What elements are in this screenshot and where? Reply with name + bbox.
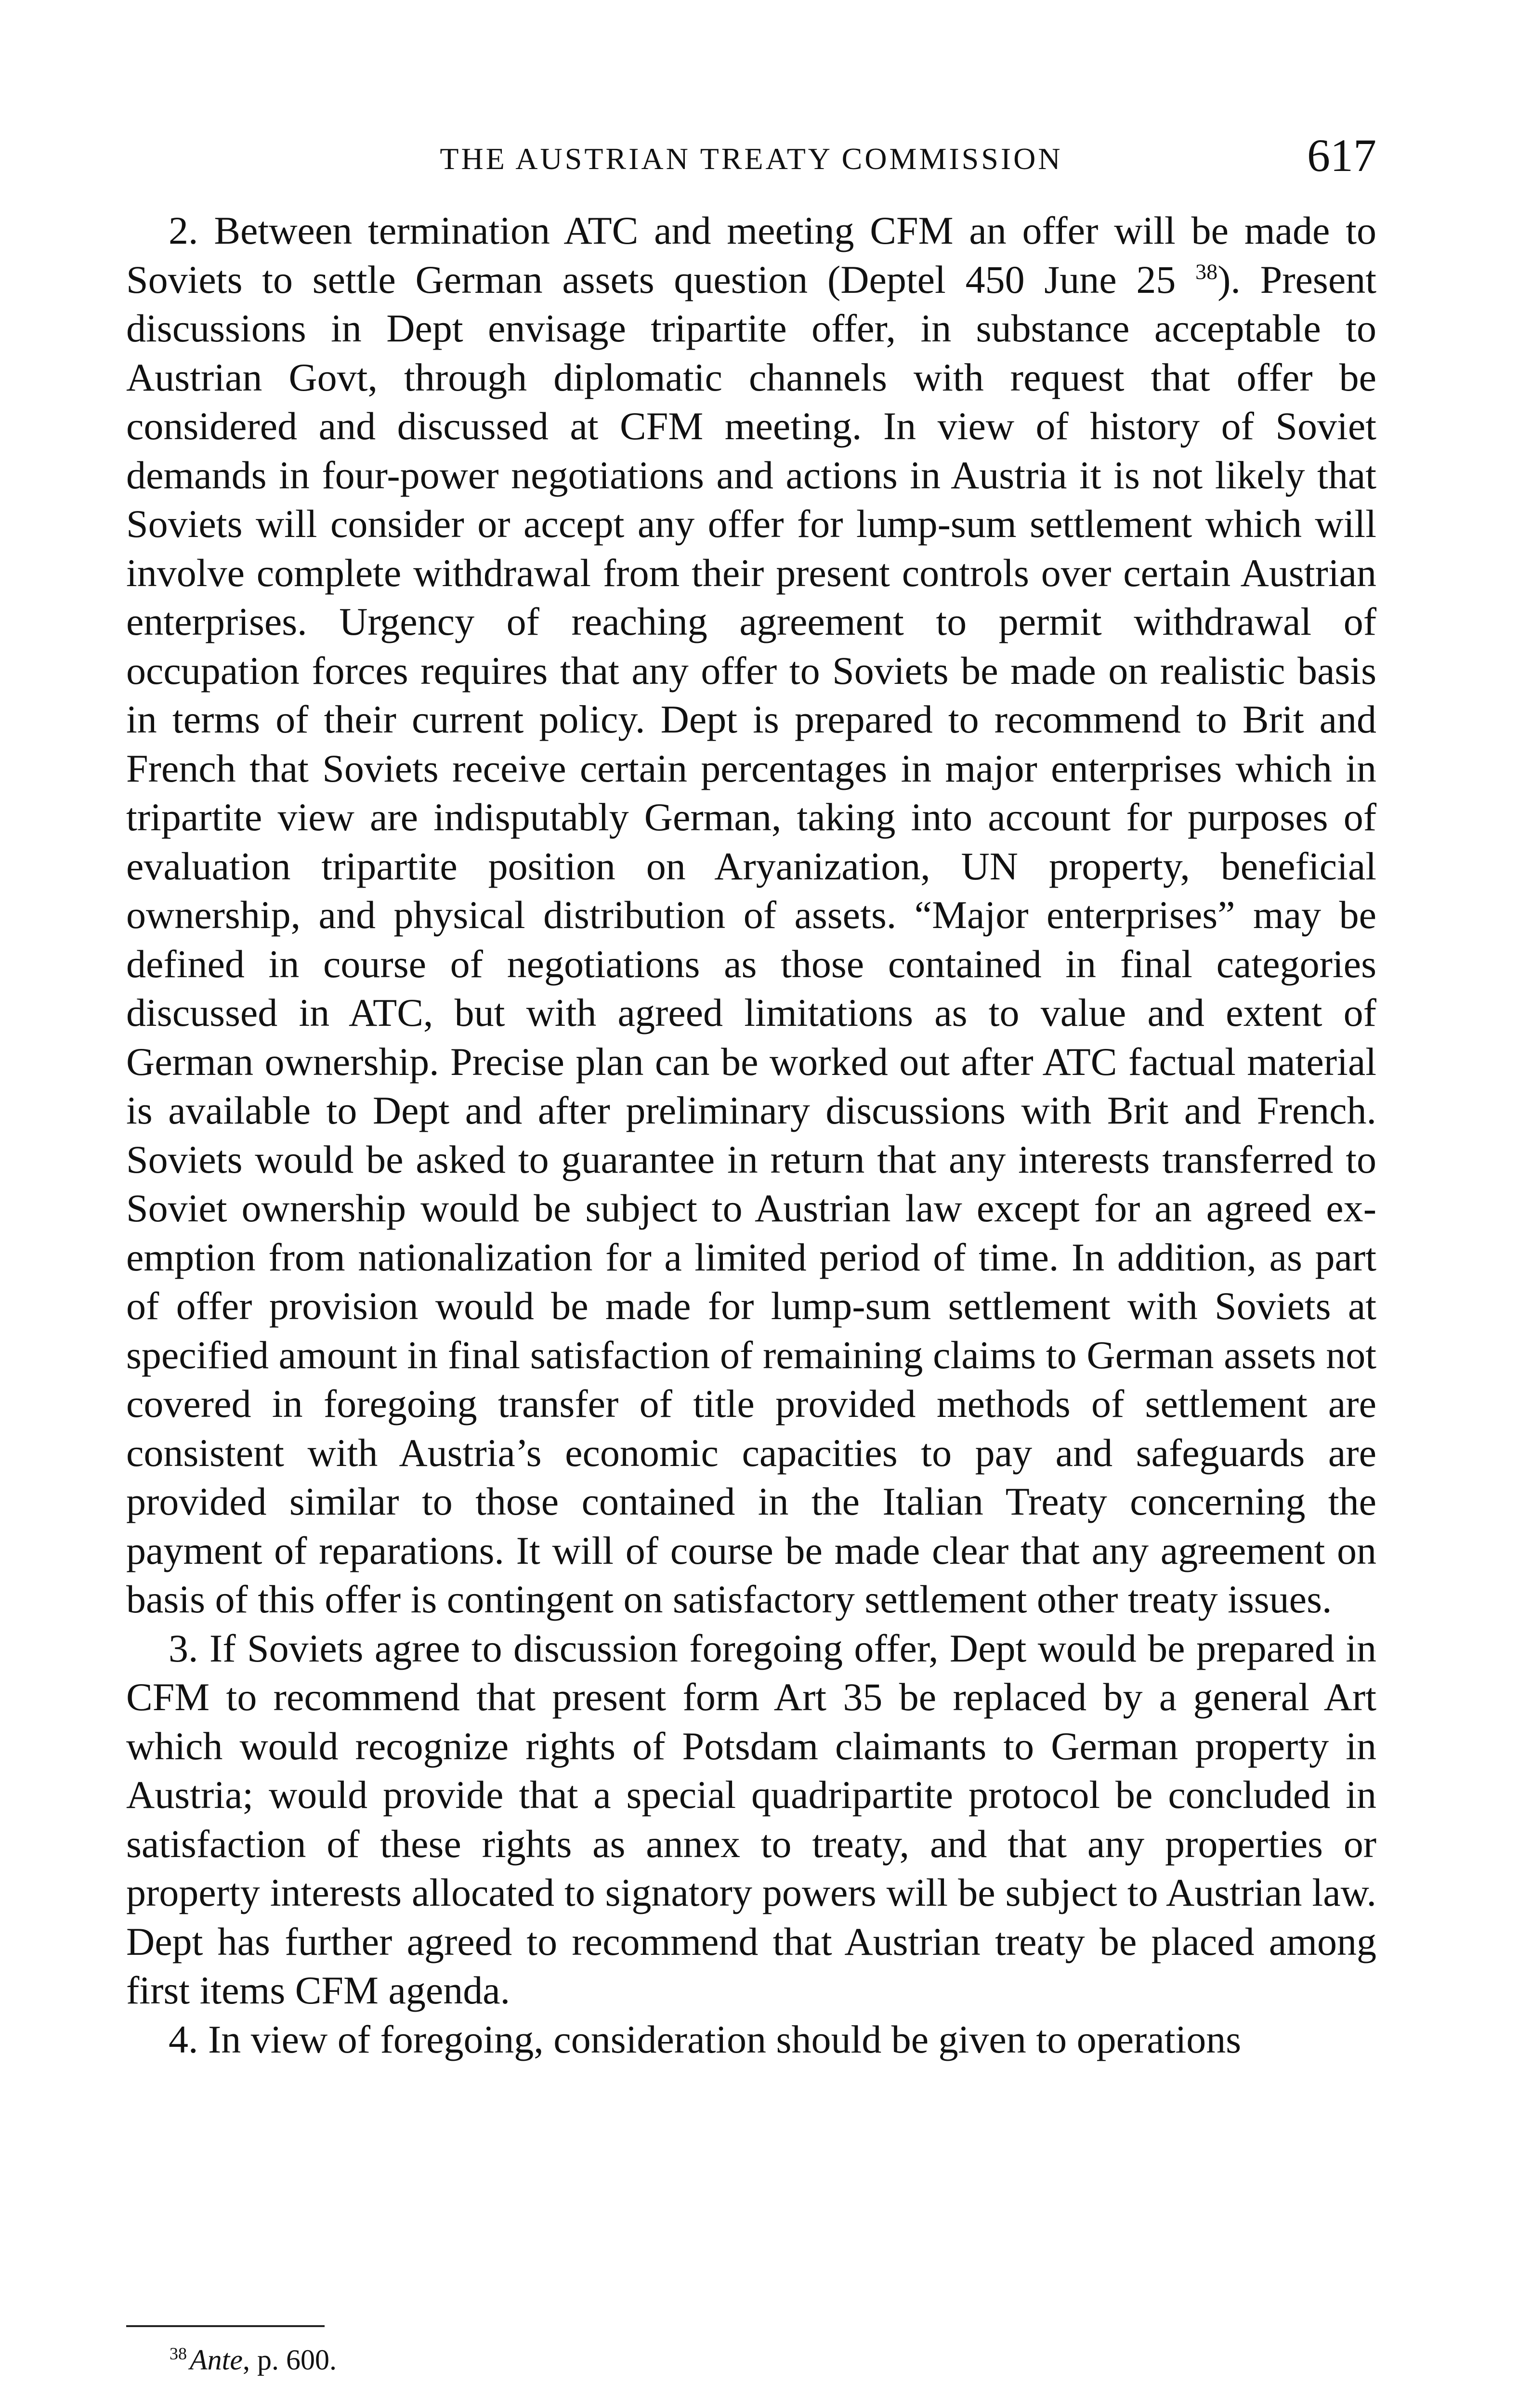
body-text [126, 206, 1376, 2064]
footnote-divider [126, 2325, 325, 2327]
running-title: THE AUSTRIAN TREATY COMMISSION [440, 142, 1063, 176]
footnote [126, 2342, 844, 2378]
paragraph-4: 4. In view of foregoing, consideration should be given to operations [169, 2017, 1242, 2061]
footnote-italic-text: Ante [190, 2344, 243, 2376]
page-number: 617 [1307, 130, 1376, 181]
footnote-reference: 38 [1195, 259, 1218, 284]
footnote-text: , p. 600. [242, 2344, 337, 2376]
paragraph-2 [126, 206, 1376, 1624]
paragraph-2-text-start: 2. Between termination ATC and meeting CFM an offer will be made to Soviets to settle German assets question (Deptel 450 June 25 [126, 209, 1376, 301]
footnote-mark: 38 [170, 2344, 187, 2363]
running-header [126, 129, 1376, 182]
paragraph-2-text-rest: ). Present discussions in Dept envisage tripartite offer, in substance acceptable to Austrian Govt, through diplomatic channels with request that offer be considered and discussed at CFM meeting. In view of history of Soviet demands in four-power negotiations and actions in Austria it is not likely that Soviets will consider or accept any offer for lump-sum settlement which will involve complete withdrawal from their present controls over certain Austrian enterprises. Urgency of reaching agreement to permit withdrawal of occupation forces requires that any offer to Soviets be made on realistic basis in terms of their current policy. Dept is prepared to recommend to Brit and French that Soviets receive certain percentages in major enterprises which in tripartite view are indisputably German, taking into account for purposes of evaluation tripartite position on Aryanization, UN property, beneficial ownership, and physical distribution of assets. “Major enterprises” may be defined in course of negotiations as those contained in final categories discussed in ATC, but with agreed limitations as to value and extent of German ownership. Precise plan can be worked out after ATC factual material is available to Dept and after preliminary discussions with Brit and French. Soviets would be asked to guarantee in return that any interests transferred to Soviet ownership would be subject to Austrian law except for an agreed exemption from nationalization for a limited period of time. In addition, as part of offer provision would be made for lump-sum settlement with Soviets at specified amount in final satisfaction of remaining claims to German assets not covered in foregoing transfer of title provided methods of settlement are consistent with Austria’s economic capacities to pay and safeguards are provided similar to those contained in the Italian Treaty concerning the payment of reparations. It will of course be made clear that any agreement on basis of this offer is contingent on satisfactory settlement other treaty issues. [126, 257, 1376, 1621]
paragraph-3: 3. If Soviets agree to discussion foregoing offer, Dept would be prepared in CFM to recommend that present form Art 35 be replaced by a general Art which would recognize rights of Potsdam claimants to German property in Austria; would provide that a special quadripartite protocol be concluded in satisfaction of these rights as annex to treaty, and that any properties or property interests allocated to signatory powers will be subject to Austrian law. Dept has further agreed to recommend that Austrian treaty be placed among first items CFM agenda. [126, 1626, 1376, 2012]
